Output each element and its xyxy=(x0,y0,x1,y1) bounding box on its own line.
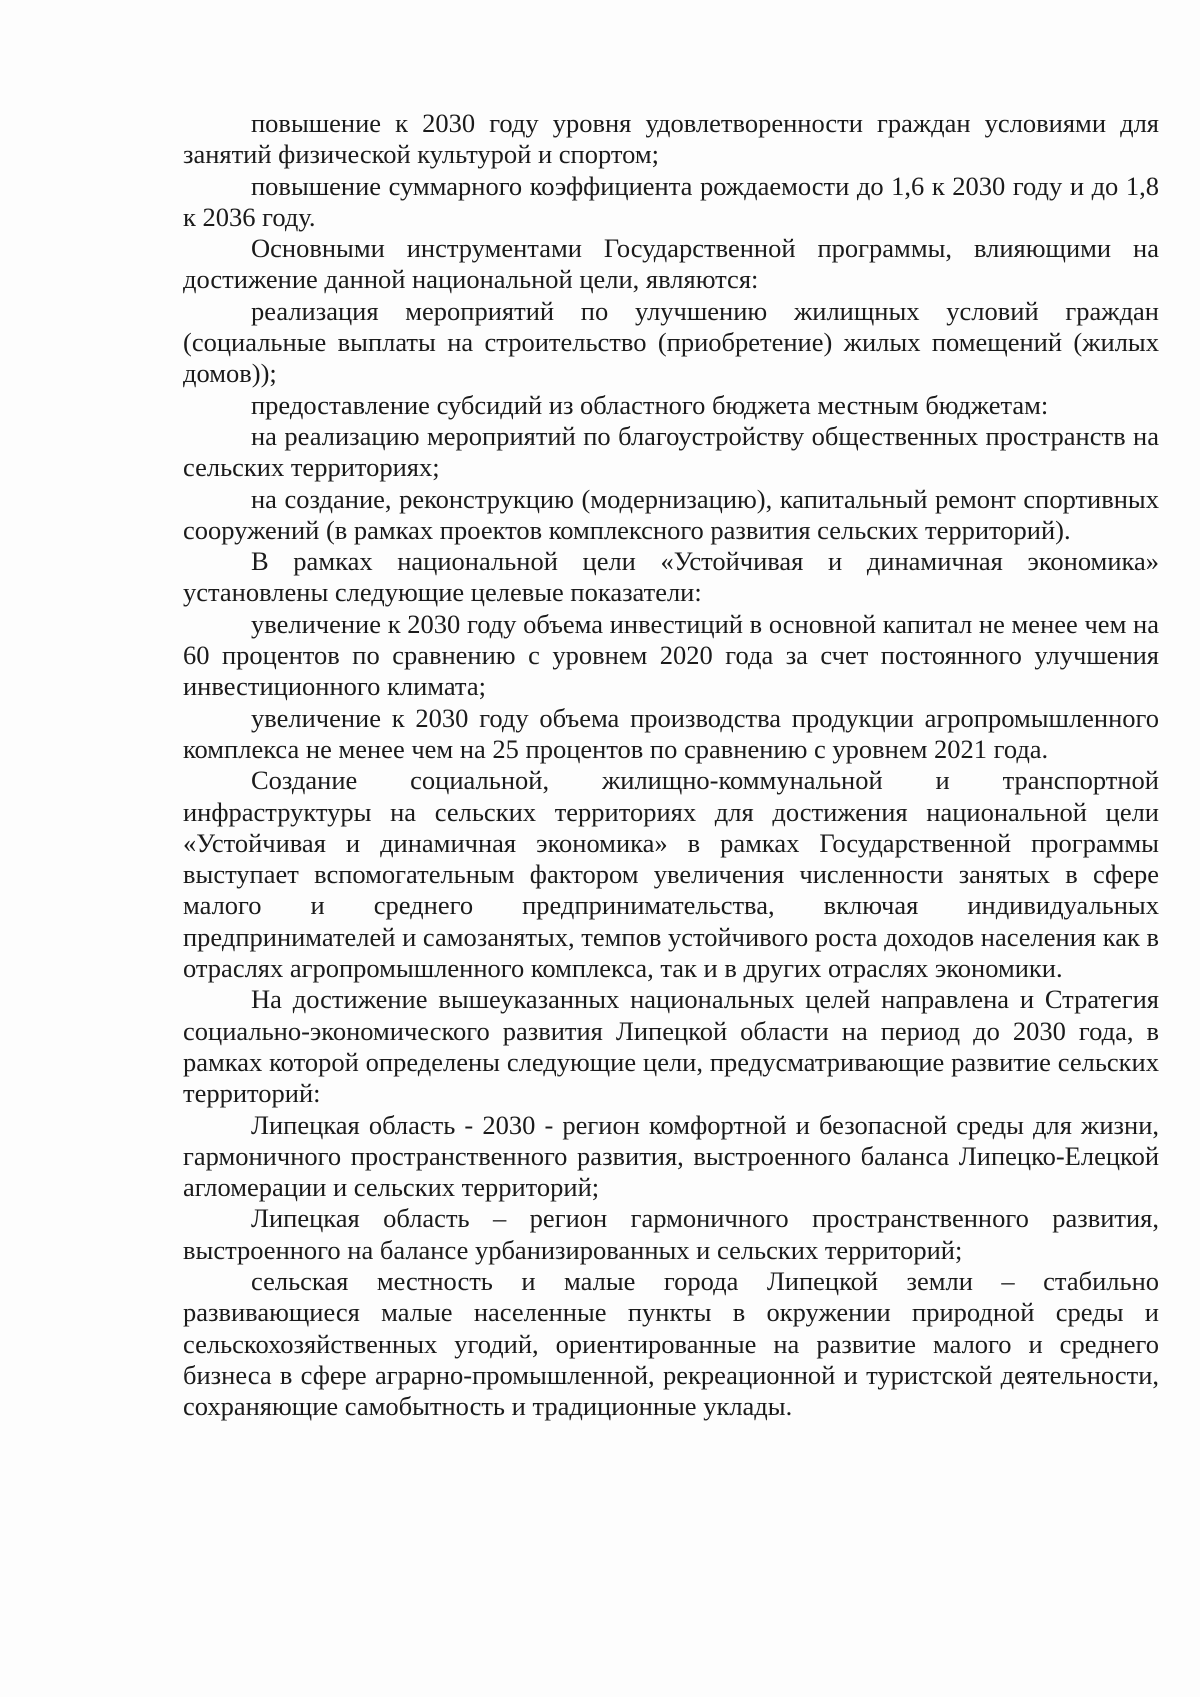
paragraph: предоставление субсидий из областного бюджета местным бюджетам: xyxy=(251,389,1049,420)
paragraph: увеличение к 2030 году объема инвестиций в основной капитал не менее чем на 60 процентов по сравнению с уровнем 2020 года за счет постоянного улучшения инвестиционного климата; xyxy=(183,608,1159,702)
paragraph: В рамках национальной цели «Устойчивая и динамичная экономика» установлены следующие целевые показатели: xyxy=(183,546,1159,608)
paragraph: Создание социальной, жилищно-коммунальной и транспортной инфраструктуры на сельских территориях для достижения национальной цели «Устойчивая и динамичная экономика» в рамках Государственной программы выступает вспомогательным фактором увеличения численности занятых в сфере малого и среднего предпринимательства, включая индивидуальных предпринимателей и самозанятых, темпов устойчивого роста доходов населения как в отраслях агропромышленного комплекса, так и в других отраслях экономики. xyxy=(183,765,1159,984)
document-body xyxy=(183,108,1159,1422)
paragraph: повышение суммарного коэффициента рождаемости до 1,6 к 2030 году и до 1,8 к 2036 году. xyxy=(183,170,1159,232)
paragraph: на реализацию мероприятий по благоустройству общественных пространств на сельских территориях; xyxy=(183,420,1159,483)
paragraph: увеличение к 2030 году объема производства продукции агропромышленного комплекса не менее чем на 25 процентов по сравнению с уровнем 2021 года. xyxy=(183,702,1159,764)
paragraph: Липецкая область – регион гармоничного пространственного развития, выстроенного на балансе урбанизированных и сельских территорий; xyxy=(183,1203,1159,1265)
paragraph: сельская местность и малые города Липецкой земли – стабильно развивающиеся малые населенные пункты в окружении природной среды и сельскохозяйственных угодий, ориентированные на развитие малого и среднего бизнеса в сфере аграрно-промышленной, рекреационной и туристской деятельности, сохраняющие самобытность и традиционные уклады. xyxy=(183,1265,1159,1422)
paragraph: на создание, реконструкцию (модернизацию), капитальный ремонт спортивных сооружений (в рамках проектов комплексного развития сельских территорий). xyxy=(183,483,1159,545)
paragraph: повышение к 2030 году уровня удовлетворенности граждан условиями для занятий физической культурой и спортом; xyxy=(183,108,1159,170)
paragraph: На достижение вышеуказанных национальных целей направлена и Стратегия социально-экономического развития Липецкой области на период до 2030 года, в рамках которой определены следующие цели, предусматривающие развитие сельских территорий: xyxy=(183,984,1159,1109)
paragraph: Липецкая область - 2030 - регион комфортной и безопасной среды для жизни, гармоничного пространственного развития, выстроенного баланса Липецко-Елецкой агломерации и сельских территорий; xyxy=(183,1109,1159,1203)
paragraph: реализация мероприятий по улучшению жилищных условий граждан (социальные выплаты на строительство (приобретение) жилых помещений (жилых домов)); xyxy=(183,295,1159,389)
paragraph: Основными инструментами Государственной программы, влияющими на достижение данной национальной цели, являются: xyxy=(183,233,1159,295)
